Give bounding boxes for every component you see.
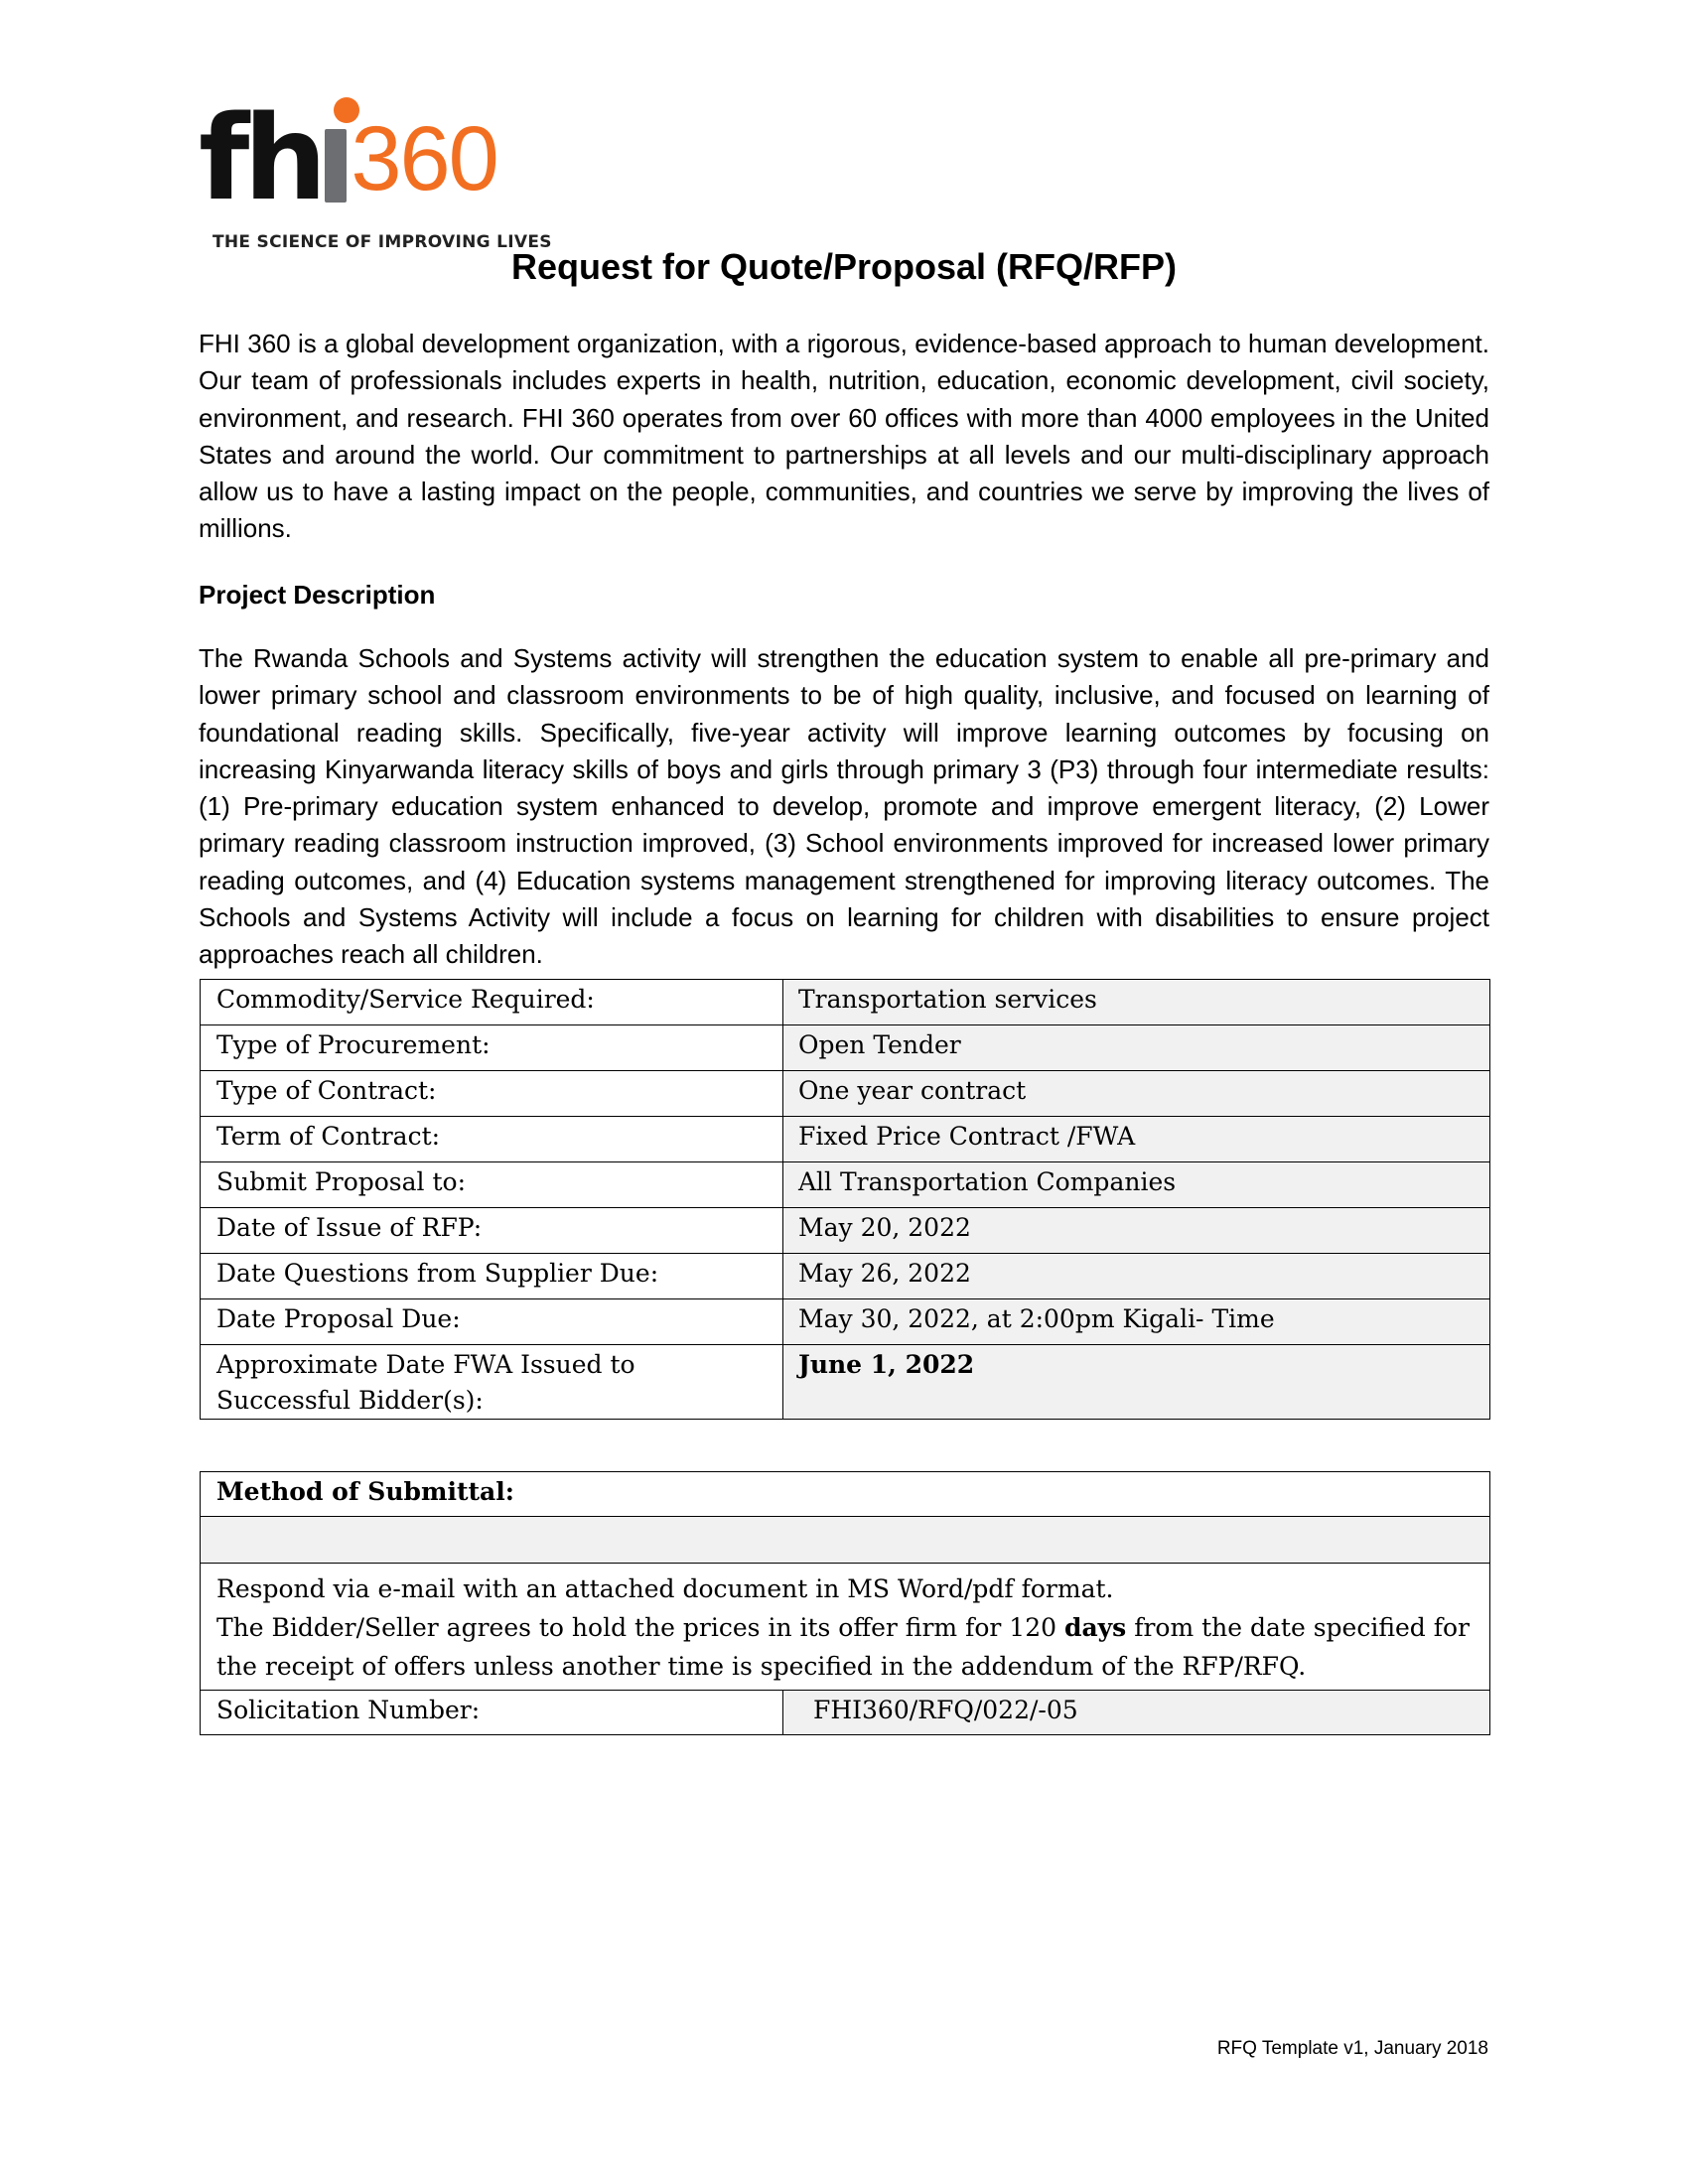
price-hold-statement [216, 1608, 1474, 1686]
price-hold-days: days [1063, 1613, 1127, 1642]
table-row [201, 1254, 1490, 1299]
row-label: Type of Procurement: [201, 1025, 783, 1071]
solicitation-label: Solicitation Number: [201, 1691, 783, 1735]
intro-paragraph: FHI 360 is a global development organization, with a rigorous, evidence-based approach to human development. Our team of professionals includes experts in health, nutrition, education, economic development, civil society, environment, and research. FHI 360 operates from over 60 offices with more than 4000 employees in the United States and around the world. Our commitment to partnerships at all levels and our multi-disciplinary approach allow us to have a lasting impact on the people, communities, and countries we serve by improving the lives of millions. [199, 329, 1489, 544]
footer-template-version: RFQ Template v1, January 2018 [1216, 2038, 1488, 2059]
row-value: One year contract [783, 1071, 1490, 1117]
logo-360-text: 360 [351, 108, 497, 209]
logo-wordmark [199, 89, 497, 226]
fhi360-logo [199, 89, 556, 256]
table-row [201, 1517, 1490, 1564]
row-label: Date Questions from Supplier Due: [201, 1254, 783, 1299]
row-value: All Transportation Companies [783, 1162, 1490, 1208]
method-instructions [201, 1564, 1490, 1691]
table-row [201, 1691, 1490, 1735]
row-label: Type of Contract: [201, 1071, 783, 1117]
logo-fh-text: fh [199, 89, 322, 226]
logo-tagline: THE SCIENCE OF IMPROVING LIVES [212, 232, 552, 252]
price-hold-text-after: from the date specified for the receipt of offers unless another time is specified in the addendum of the RFP/RFQ. [216, 1613, 1470, 1681]
table-row [201, 980, 1490, 1025]
row-value: Open Tender [783, 1025, 1490, 1071]
row-label: Commodity/Service Required: [201, 980, 783, 1025]
table-row [201, 1025, 1490, 1071]
row-label: Term of Contract: [201, 1117, 783, 1162]
table-row [201, 1472, 1490, 1517]
row-label: Date Proposal Due: [201, 1299, 783, 1345]
row-value: June 1, 2022 [783, 1345, 1490, 1420]
page-title-text: Request for Quote/Proposal (RFQ/RFP) [510, 246, 1178, 287]
row-value: Transportation services [783, 980, 1490, 1025]
table-row [201, 1345, 1490, 1420]
row-value: May 30, 2022, at 2:00pm Kigali- Time [783, 1299, 1490, 1345]
solicitation-number: FHI360/RFQ/022/-05 [783, 1691, 1490, 1735]
method-heading: Method of Submittal: [201, 1472, 1490, 1517]
table-row [201, 1299, 1490, 1345]
row-value: May 26, 2022 [783, 1254, 1490, 1299]
logo-i-bar-icon [325, 129, 347, 203]
method-blank-row [201, 1517, 1490, 1564]
table-row [201, 1071, 1490, 1117]
page-title [0, 246, 1688, 288]
table-row [201, 1564, 1490, 1691]
respond-instruction: Respond via e-mail with an attached document in MS Word/pdf format. [216, 1574, 1114, 1603]
price-hold-text-before: The Bidder/Seller agrees to hold the prices in its offer firm for 120 [216, 1613, 1064, 1642]
project-description-paragraph: The Rwanda Schools and Systems activity will strengthen the education system to enable all pre-primary and lower primary school and classroom environments to be of high quality, inclusive, and focused on learning of foundational reading skills. Specifically, five-year activity will improve learning outcomes by focusing on increasing Kinyarwanda literacy skills of boys and girls through primary 3 (P3) through four intermediate results: (1) Pre-primary education system enhanced to develop, promote and improve emergent literacy, (2) Lower primary reading classroom instruction improved, (3) School environments improved for increased lower primary reading outcomes, and (4) Education systems management strengthened for improving literacy outcomes. The Schools and Systems Activity will include a focus on learning for children with disabilities to ensure project approaches reach all children. [199, 643, 1489, 970]
project-description-heading: Project Description [199, 580, 436, 610]
row-label: Date of Issue of RFP: [201, 1208, 783, 1254]
row-label: Approximate Date FWA Issued to Successful Bidder(s): [201, 1345, 783, 1420]
row-value: May 20, 2022 [783, 1208, 1490, 1254]
table-row [201, 1117, 1490, 1162]
method-of-submittal-table [200, 1471, 1490, 1735]
table-row [201, 1162, 1490, 1208]
table-row [201, 1208, 1490, 1254]
row-value: Fixed Price Contract /FWA [783, 1117, 1490, 1162]
row-label: Submit Proposal to: [201, 1162, 783, 1208]
rfp-info-table [200, 979, 1490, 1420]
